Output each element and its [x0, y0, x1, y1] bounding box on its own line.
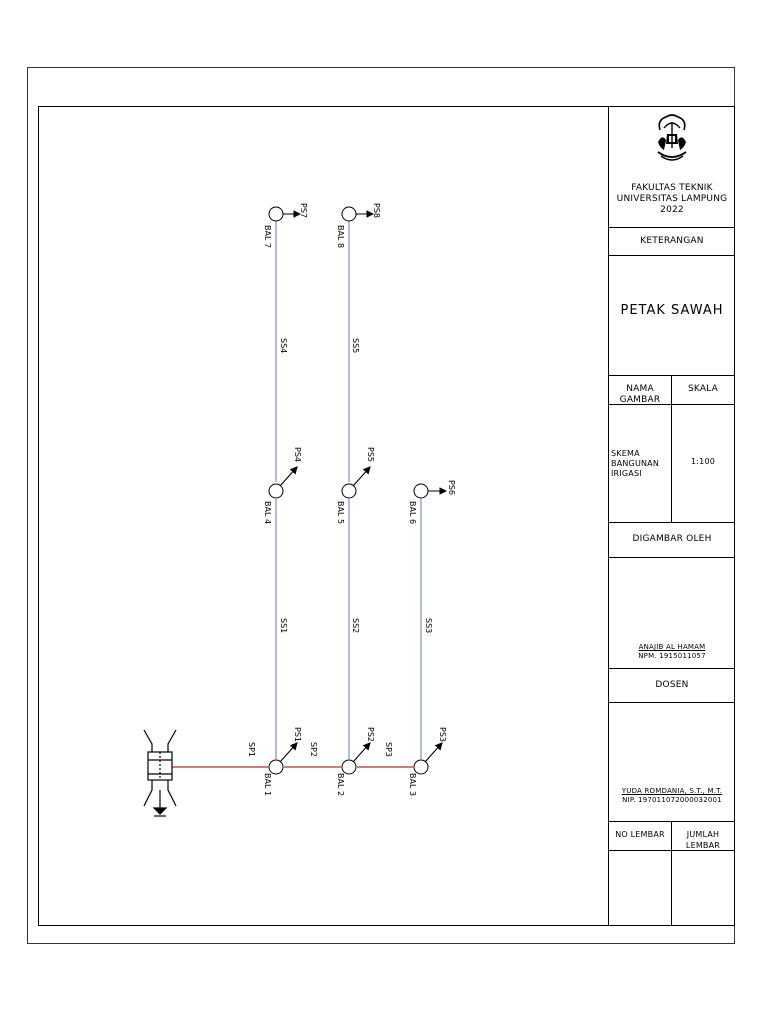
- offtake-arrow-ps2: [353, 743, 370, 762]
- faculty-label: FAKULTAS TEKNIK: [631, 183, 713, 193]
- university-logo-icon: [652, 112, 692, 168]
- label-ss2: SS2: [351, 618, 360, 634]
- node-bal7: [269, 207, 283, 221]
- label-ss3: SS3: [424, 618, 433, 634]
- label-bal8: BAL 8: [336, 225, 345, 249]
- drawing-subject: PETAK SAWAH: [620, 303, 724, 318]
- tb-divider: [608, 227, 735, 228]
- label-sp1: SP1: [247, 742, 256, 757]
- offtake-arrow-ps3: [425, 743, 442, 762]
- drafter-info: [610, 643, 734, 661]
- lecturer-name: YUDA ROMDANIA, S.T., M.T.: [621, 787, 723, 795]
- label-bal4: BAL 4: [263, 501, 272, 525]
- offtake-arrow-ps5: [353, 467, 370, 486]
- label-ss1: SS1: [279, 618, 288, 634]
- drafter-name: ANAJIB AL HAMAM: [638, 643, 706, 651]
- label-ss4: SS4: [279, 338, 288, 354]
- tb-divider: [608, 522, 735, 523]
- offtake-arrow-ps4: [280, 467, 297, 486]
- tb-divider: [608, 702, 735, 703]
- node-bal8: [342, 207, 356, 221]
- label-ps7: PS7: [299, 203, 308, 218]
- nama-gambar-line-1: SKEMA BANGUNAN: [611, 449, 660, 468]
- lecturer-info: [610, 787, 734, 805]
- node-bal4: [269, 484, 283, 498]
- lecturer-nip: NIP. 197011072000032001: [622, 796, 722, 804]
- node-bal1: [269, 760, 283, 774]
- label-ps4: PS4: [293, 447, 302, 462]
- label-ps6: PS6: [447, 480, 456, 495]
- label-bal3: BAL 3: [408, 773, 417, 797]
- no-lembar-header: NO LEMBAR: [615, 830, 665, 839]
- label-ps1: PS1: [293, 727, 302, 742]
- nama-gambar-line-2: IRIGASI: [611, 469, 642, 478]
- drafter-npm: NPM. 1915011057: [638, 652, 706, 660]
- tb-divider: [608, 557, 735, 558]
- tb-divider: [608, 255, 735, 256]
- digambar-oleh-header: DIGAMBAR OLEH: [632, 534, 712, 544]
- label-ps3: PS3: [438, 727, 447, 742]
- label-bal1: BAL 1: [263, 773, 272, 797]
- institution-name: [610, 183, 734, 216]
- skala-header: SKALA: [688, 384, 718, 394]
- offtake-arrow-ps1: [280, 743, 297, 762]
- label-bal6: BAL 6: [408, 501, 417, 525]
- keterangan-header: KETERANGAN: [640, 236, 704, 246]
- label-ps8: PS8: [372, 203, 381, 218]
- node-bal5: [342, 484, 356, 498]
- label-ss5: SS5: [351, 338, 360, 354]
- weir-intake-icon: [144, 730, 176, 816]
- label-ps5: PS5: [366, 447, 375, 462]
- label-ps2: PS2: [366, 727, 375, 742]
- node-bal3: [414, 760, 428, 774]
- dosen-header: DOSEN: [655, 680, 689, 690]
- university-label: UNIVERSITAS LAMPUNG: [616, 194, 728, 204]
- label-sp3: SP3: [384, 742, 393, 757]
- label-bal2: BAL 2: [336, 773, 345, 797]
- jumlah-lembar-header: JUMLAH LEMBAR: [685, 830, 721, 850]
- label-bal7: BAL 7: [263, 225, 272, 249]
- node-bal6: [414, 484, 428, 498]
- node-bal2: [342, 760, 356, 774]
- tb-divider: [608, 668, 735, 669]
- skala-value: 1:100: [690, 457, 716, 466]
- nama-gambar-value: [609, 449, 673, 479]
- year-label: 2022: [660, 205, 684, 215]
- label-bal5: BAL 5: [336, 501, 345, 525]
- nama-gambar-header: NAMA GAMBAR: [619, 384, 661, 405]
- label-sp2: SP2: [309, 742, 318, 757]
